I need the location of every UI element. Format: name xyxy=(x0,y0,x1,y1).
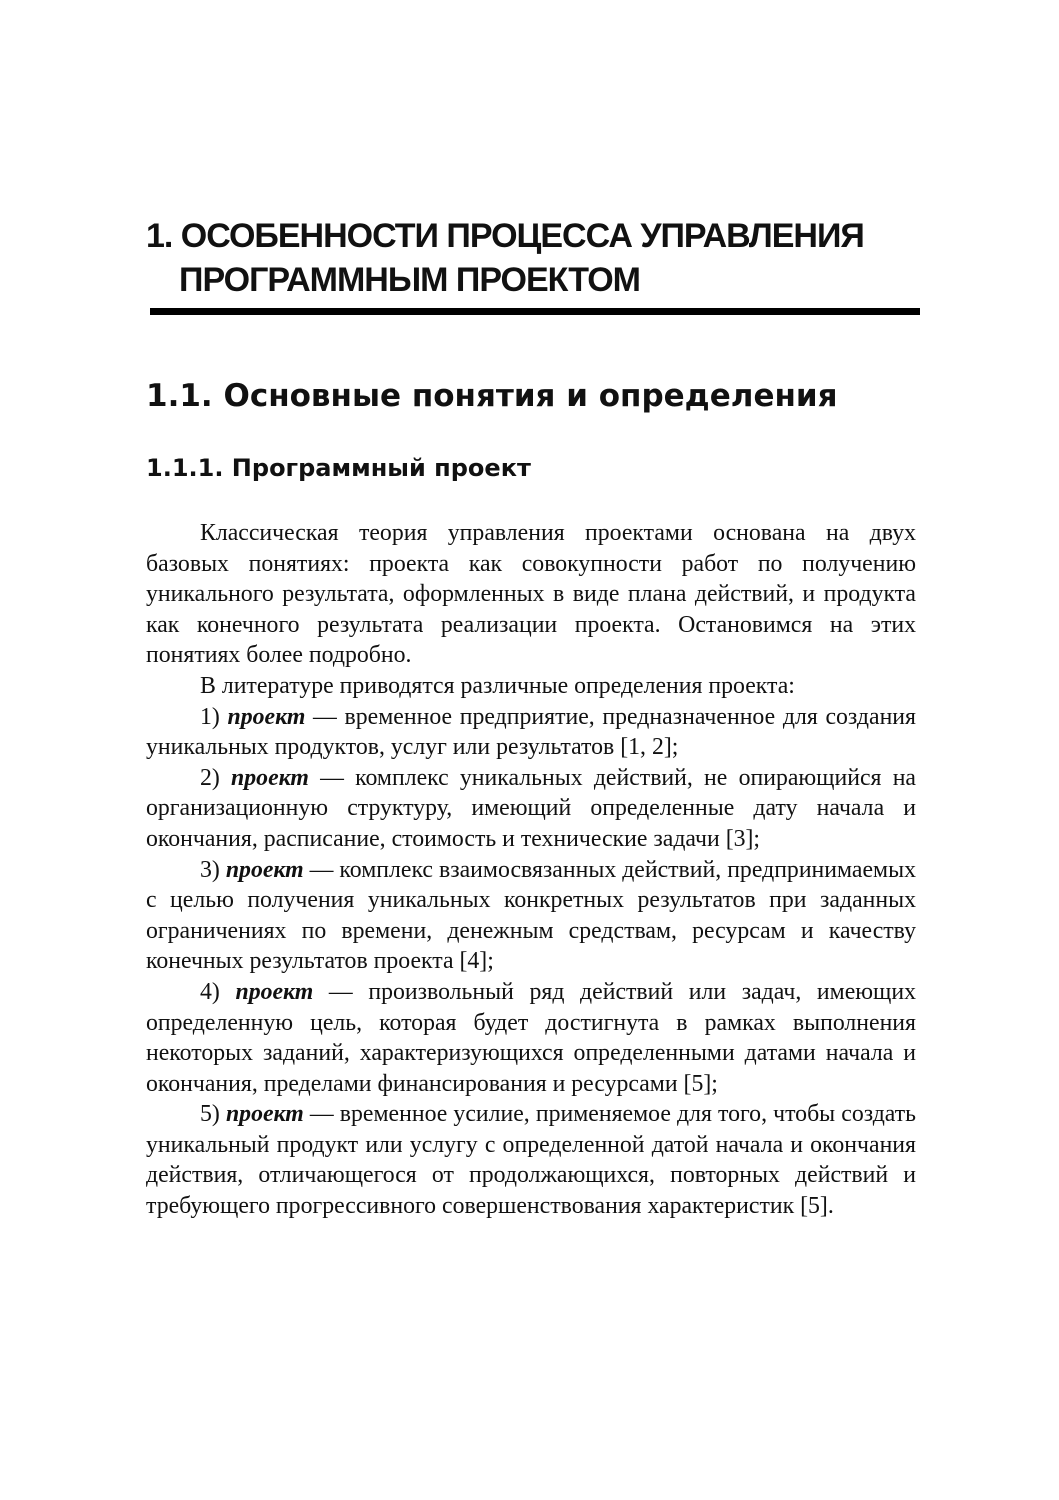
definition-text: — временное предприятие, предназначенное для создания уникальных продуктов, услуг или результатов [1, 2]; xyxy=(146,703,916,761)
section-title: 1.1. Основные понятия и определения xyxy=(146,378,838,414)
subsection-title: 1.1.1. Программный проект xyxy=(146,454,531,482)
definition-item xyxy=(146,702,916,763)
definition-term: проект xyxy=(227,703,306,730)
lead-paragraph: В литературе приводятся различные определения проекта: xyxy=(200,672,795,699)
definition-number: 4) xyxy=(200,978,220,1005)
chapter-title-line1: 1. ОСОБЕННОСТИ ПРОЦЕССА УПРАВЛЕНИЯ xyxy=(146,217,864,255)
definition-term: проект xyxy=(231,764,309,791)
definition-item xyxy=(146,977,916,1099)
body-text xyxy=(146,518,916,1222)
definition-number: 2) xyxy=(200,764,220,791)
definition-number: 5) xyxy=(200,1101,220,1128)
definition-text: — комплекс уникальных действий, не опирающийся на организационную структуру, имеющий определенные дату начала и окончания, расписание, стоимость и технические задачи [3]; xyxy=(146,764,916,852)
definition-term: проект xyxy=(225,1101,304,1128)
chapter-rule-divider xyxy=(150,308,920,315)
definition-item xyxy=(146,1099,916,1221)
definition-item xyxy=(146,855,916,977)
definition-text: — комплекс взаимосвязанных действий, предпринимаемых с целью получения уникальных конкретных результатов при заданных ограничениях по времени, денежным средствам, ресурсам и качеству конечных результатов проекта [4]; xyxy=(146,856,916,975)
definition-term: проект xyxy=(235,978,314,1005)
chapter-title-line2: ПРОГРАММНЫМ ПРОЕКТОМ xyxy=(179,261,640,299)
chapter-title xyxy=(146,214,936,302)
definition-term: проект xyxy=(225,856,304,883)
definition-item xyxy=(146,763,916,855)
intro-paragraph: Классическая теория управления проектами основана на двух базовых понятиях: проекта как совокупности работ по получению уникального результата, оформленных в виде плана действий, и продукта как конечного результата реализации проекта. Остановимся на этих понятиях более подробно. xyxy=(146,520,916,669)
definition-text: — временное усилие, применяемое для того, чтобы создать уникальный продукт или услугу с определенной датой начала и окончания действия, отличающегося от продолжающихся, повторных действий и требующего прогрессивного совершенствования характеристик [5]. xyxy=(146,1101,916,1220)
definition-text: — произвольный ряд действий или задач, имеющих определенную цель, которая будет достигнута в рамках выполнения некоторых заданий, характеризующихся определенными датами начала и окончания, пределами финансирования и ресурсами [5]; xyxy=(146,978,916,1097)
definition-number: 3) xyxy=(200,856,220,883)
definition-number: 1) xyxy=(200,703,220,730)
